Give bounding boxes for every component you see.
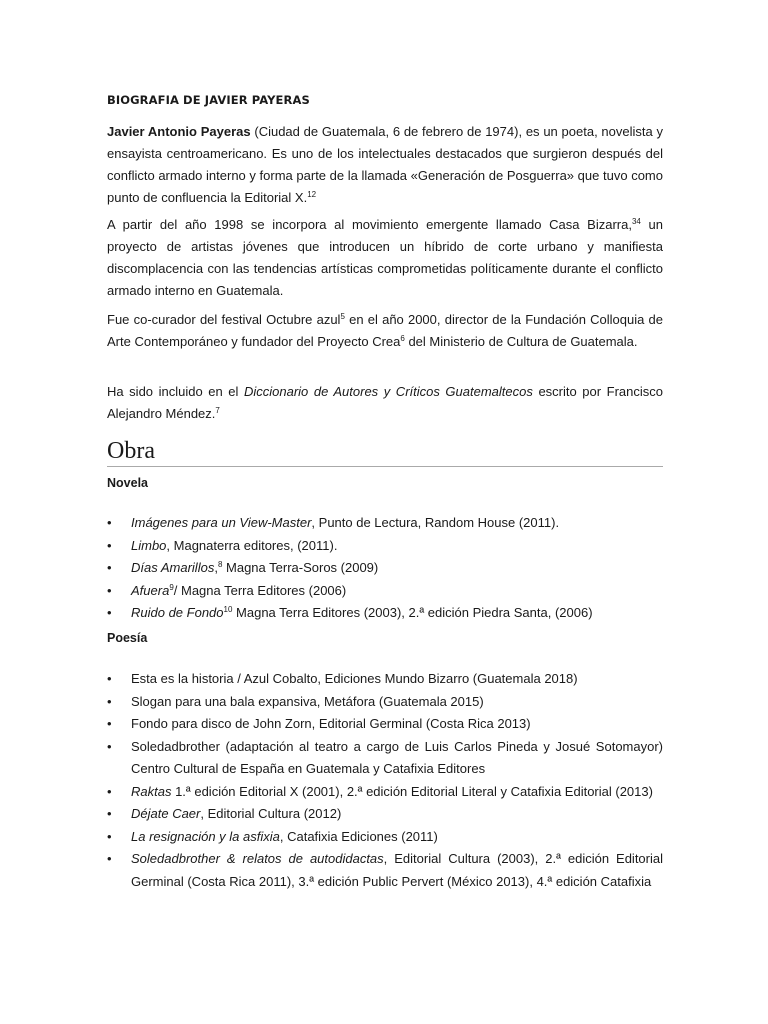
bullet-icon: • bbox=[107, 671, 112, 686]
list-item: • Raktas 1.ª edición Editorial X (2001), 2.ª edición Editorial Literal y Catafixia Editorial (2013) bbox=[107, 781, 663, 804]
reference-mark[interactable]: 8 bbox=[217, 560, 223, 569]
document-title: BIOGRAFIA DE JAVIER PAYERAS bbox=[107, 93, 310, 107]
list-item: • Esta es la historia / Azul Cobalto, Ediciones Mundo Bizarro (Guatemala 2018) bbox=[107, 668, 663, 691]
bullet-icon: • bbox=[107, 828, 112, 844]
list-item: • Slogan para una bala expansiva, Metáfora (Guatemala 2015) bbox=[107, 691, 663, 714]
subsection-heading-poesia: Poesía bbox=[107, 631, 148, 645]
section-heading-obra: Obra bbox=[107, 436, 663, 467]
reference-mark[interactable]: 7 bbox=[215, 406, 220, 415]
bullet-icon: • bbox=[107, 582, 112, 598]
reference-mark[interactable]: 6 bbox=[400, 334, 405, 343]
list-item: • Afuera$^9$/ Magna Terra Editores (2006) bbox=[107, 580, 663, 603]
novela-list bbox=[107, 512, 663, 625]
list-item: • Soledadbrother (adaptación al teatro a cargo de Luis Carlos Pineda y Josué Sotomayor) Centro Cultural de España en Guatemala y Catafixia Editores bbox=[107, 736, 663, 781]
bullet-icon: • bbox=[107, 806, 112, 821]
paragraph-casa-bizarra: A partir del año 1998 se incorpora al movimiento emergente llamado Casa Bizarra,$^{34}$ un proyecto de artistas jóvenes que introducen un híbrido de corte urbano y manifiesta discomplacencia con las tendencias artísticas comprometidas políticamente durante el conflicto armado interno en Guatemala. bbox=[107, 217, 663, 298]
list-item: • Limbo, Magnaterra editores, (2011). bbox=[107, 535, 663, 558]
reference-mark[interactable]: 34 bbox=[631, 217, 641, 226]
paragraph-diccionario: Ha sido incluido en el Diccionario de Autores y Críticos Guatemaltecos escrito por Francisco Alejandro Méndez.$^7$ bbox=[107, 384, 663, 421]
bullet-icon: • bbox=[107, 851, 112, 866]
bullet-icon: • bbox=[107, 738, 112, 754]
bullet-icon: • bbox=[107, 560, 112, 575]
bullet-icon: • bbox=[107, 537, 112, 553]
subsection-heading-novela: Novela bbox=[107, 476, 148, 490]
reference-mark[interactable]: 5 bbox=[340, 312, 345, 321]
list-item: • Imágenes para un View-Master, Punto de Lectura, Random House (2011). bbox=[107, 512, 663, 535]
reference-mark[interactable]: 10 bbox=[223, 605, 233, 614]
book-title: Diccionario de Autores y Críticos Guatemaltecos bbox=[243, 384, 533, 399]
list-item: • Días Amarillos,$^8$ Magna Terra-Soros (2009) bbox=[107, 557, 663, 580]
reference-mark[interactable]: 9 bbox=[169, 582, 174, 592]
bullet-icon: • bbox=[107, 783, 112, 799]
list-item: • Fondo para disco de John Zorn, Editorial Germinal (Costa Rica 2013) bbox=[107, 713, 663, 736]
list-item: • Déjate Caer, Editorial Cultura (2012) bbox=[107, 803, 663, 826]
bullet-icon: • bbox=[107, 515, 112, 530]
bullet-icon: • bbox=[107, 605, 112, 620]
bullet-icon: • bbox=[107, 693, 112, 709]
list-item: • Soledadbrother & relatos de autodidactas, Editorial Cultura (2003), 2.ª edición Editorial Germinal (Costa Rica 2011), 3.ª edición Public Pervert (México 2013), 4.ª edición Catafixia bbox=[107, 848, 663, 893]
list-item: • La resignación y la asfixia, Catafixia Ediciones (2011) bbox=[107, 826, 663, 849]
list-item: • Ruido de Fondo$^{10}$ Magna Terra Editores (2003), 2.ª edición Piedra Santa, (2006) bbox=[107, 602, 663, 625]
paragraph-curator: Fue co-curador del festival Octubre azul$^5$ en el año 2000, director de la Fundación Colloquia de Arte Contemporáneo y fundador del Proyecto Crea$^6$ del Ministerio de Cultura de Guatemala. bbox=[107, 312, 664, 349]
person-name: Javier Antonio Payeras bbox=[107, 124, 251, 139]
reference-mark[interactable]: 12 bbox=[307, 190, 317, 199]
bullet-icon: • bbox=[107, 716, 112, 731]
paragraph-intro: Javier Antonio Payeras (Ciudad de Guatemala, 6 de febrero de 1974), es un poeta, novelista y ensayista centroamericano. Es uno de los intelectuales destacados que surgieron después del conflicto armado interno y forma parte de la llamada «Generación de Posguerra» que tuvo como punto de confluencia la Editorial X.$^{12}$ bbox=[107, 124, 664, 205]
poesia-list bbox=[107, 668, 663, 893]
